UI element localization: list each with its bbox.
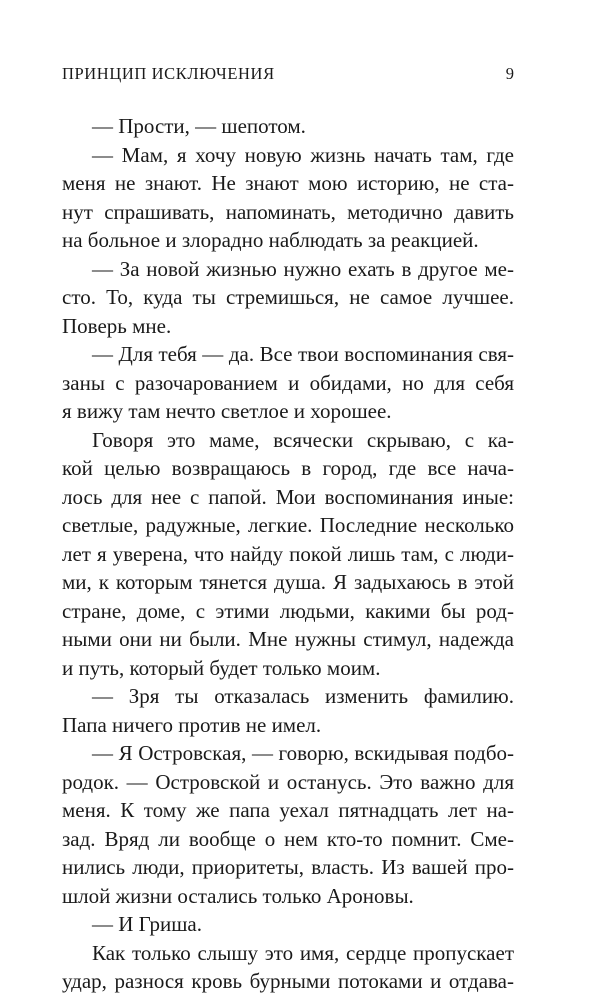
text-line: ми, к которым тянется душа. Я задыхаюсь в этой — [62, 570, 514, 594]
text-line: зад. Вряд ли вообще о нем кто-то помнит. Сме- — [62, 826, 514, 851]
text-line: Поверь мне. — [62, 313, 172, 338]
text-line: меня не знают. Не знают мою историю, не ста- — [62, 171, 514, 195]
text-line: меня. К тому же папа уехал пятнадцать лет на- — [62, 798, 514, 822]
text-line: и путь, который будет только моим. — [62, 655, 381, 680]
text-line: Говоря это маме, всячески скрываю, с ка- — [92, 427, 514, 452]
text-line: сто. То, куда ты стремишься, не самое лучшее. — [62, 285, 514, 309]
text-line: шлой жизни остались только Ароновы. — [62, 883, 414, 908]
text-line: заны с разочарованием и обидами, но для себя — [62, 370, 514, 395]
text-line: ными они ни были. Мне нужны стимул, надежда — [62, 627, 514, 651]
text-line: нут спрашивать, напоминать, методично давить — [62, 199, 514, 224]
running-title: ПРИНЦИП ИСКЛЮЧЕНИЯ — [62, 64, 275, 83]
text-line: — Для тебя — да. Все твои воспоминания свя- — [92, 342, 514, 366]
running-header — [62, 64, 514, 86]
text-line: стране, доме, с этими людьми, какими бы род- — [62, 598, 514, 623]
text-line: — И Гриша. — [92, 912, 202, 936]
text-line: Как только слышу это имя, сердце пропускает — [92, 940, 514, 965]
text-line: — Зря ты отказалась изменить фамилию. — [92, 684, 514, 708]
text-line: нились люди, приоритеты, власть. Из вашей про- — [62, 855, 514, 879]
text-line: на больное и злорадно наблюдать за реакцией. — [62, 228, 479, 252]
text-line: я вижу там нечто светлое и хорошее. — [62, 399, 392, 423]
text-line: — За новой жизнью нужно ехать в другое ме- — [92, 256, 514, 281]
text-line: лось для нее с папой. Мои воспоминания иные: — [62, 484, 514, 509]
text-line: — Мам, я хочу новую жизнь начать там, где — [92, 142, 514, 167]
text-line: — Прости, — шепотом. — [92, 114, 306, 138]
body-text — [62, 112, 514, 996]
text-line: удар, разнося кровь бурными потоками и отдава- — [62, 969, 514, 993]
text-line: родок. — Островской и останусь. Это важно для — [62, 769, 514, 794]
text-line: — Я Островская, — говорю, вскидывая подбо- — [92, 741, 514, 765]
text-line: Папа ничего против не имел. — [62, 712, 322, 737]
text-line: кой целью возвращаюсь в город, где все нача- — [62, 456, 514, 480]
text-line: лет я уверена, что найду покой лишь там, с люди- — [62, 541, 514, 566]
page-number: 9 — [505, 64, 514, 83]
text-line: светлые, радужные, легкие. Последние несколько — [62, 513, 514, 537]
